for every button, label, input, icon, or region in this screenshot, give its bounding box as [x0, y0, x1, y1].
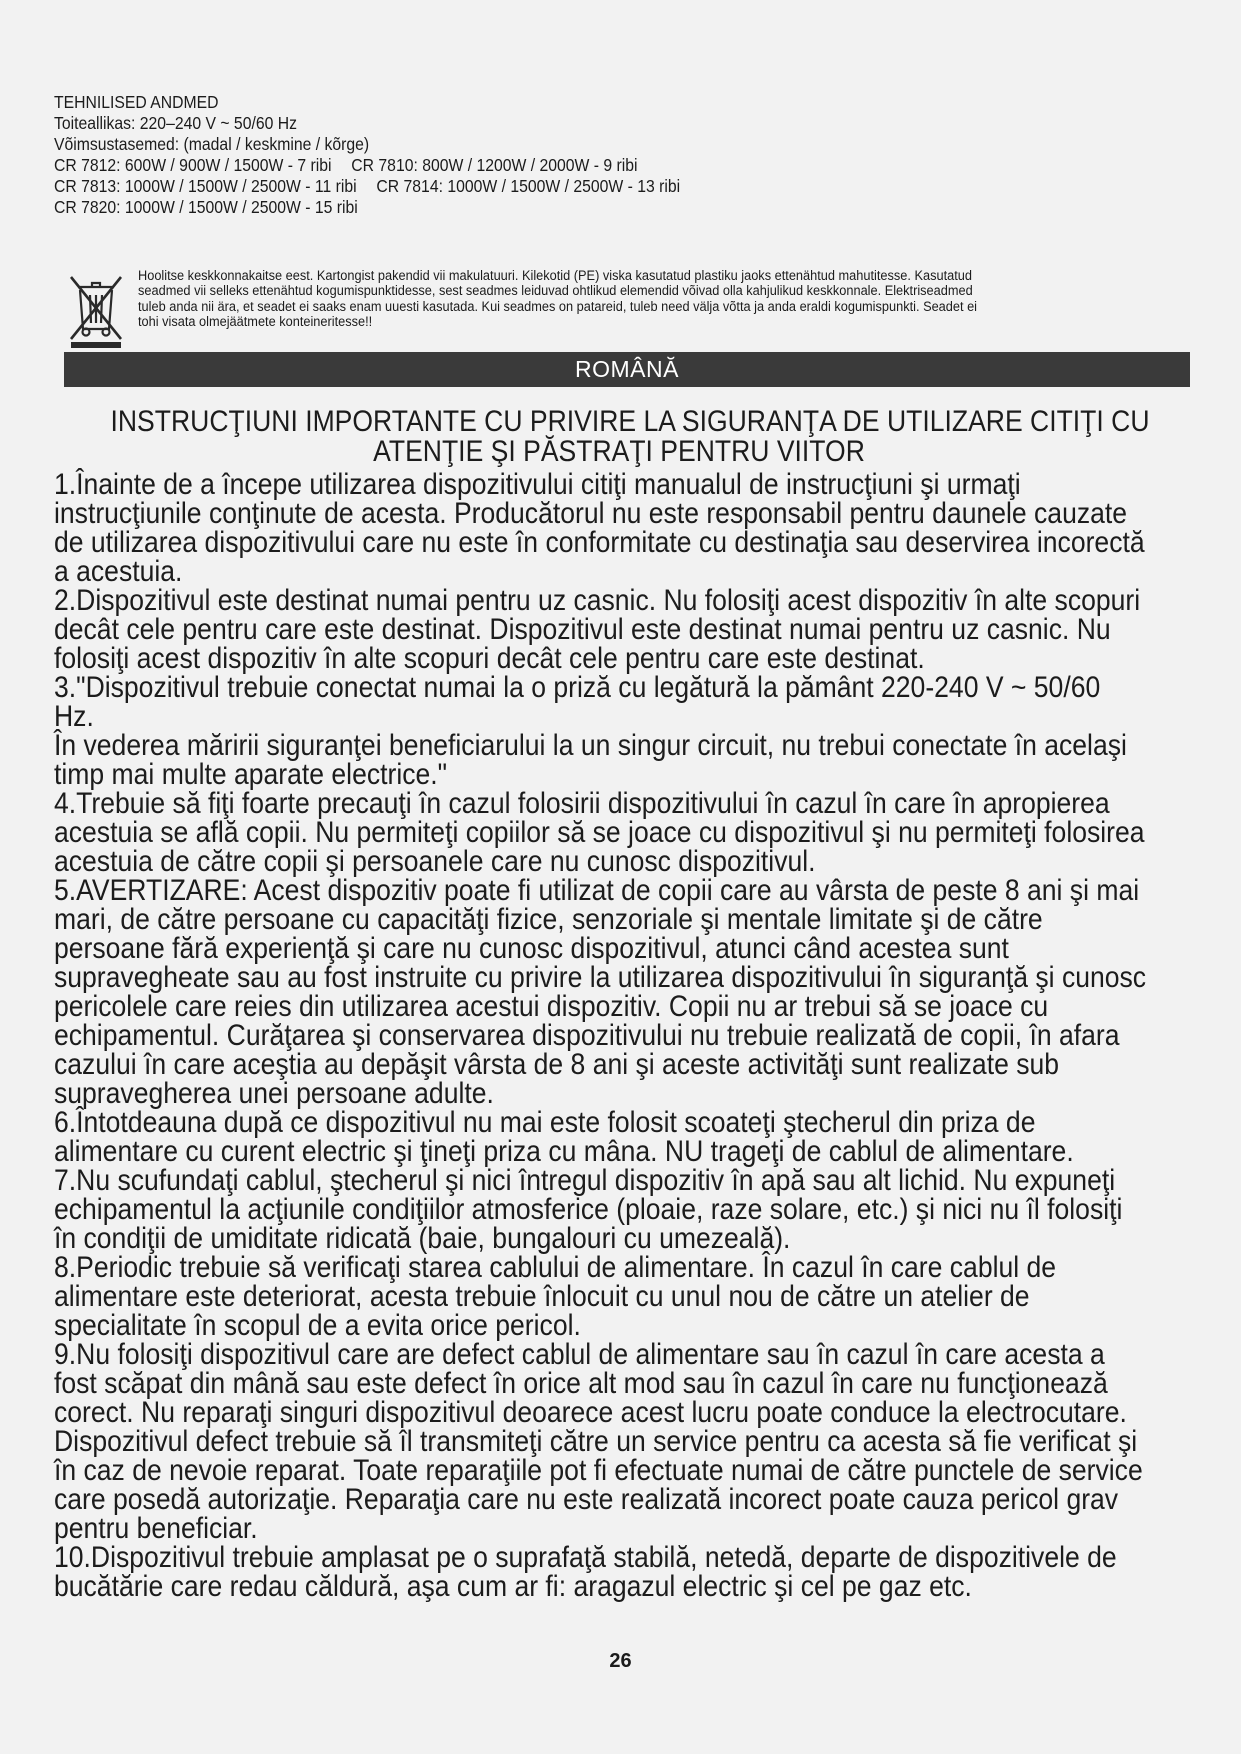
instruction-line: cazului în care aceştia au depăşit vârsta de 8 ani şi aceste activităţi sunt realizate sub — [54, 1048, 1060, 1081]
instruction-line: 8.Periodic trebuie să verificaţi starea cablului de alimentare. În cazul în care cablul de — [54, 1251, 1057, 1284]
instruction-line: care posedă autorizaţie. Reparaţia care nu este realizată incorect poate cauza pericol grav — [54, 1483, 1119, 1516]
instruction-line: 7.Nu scufundaţi cablul, ştecherul şi nici întregul dispozitiv în apă sau alt lichid. Nu expuneţi — [54, 1164, 1116, 1197]
recycling-line: tohi visata olmejäätmete konteineritesse!! — [138, 314, 373, 331]
instruction-line: 6.Întotdeauna după ce dispozitivul nu mai este folosit scoateţi ştecherul din priza de — [54, 1106, 1036, 1139]
instruction-line: 5.AVERTIZARE: Acest dispozitiv poate fi utilizat de copii care au vârsta de peste 8 ani şi mai — [54, 874, 1140, 907]
technical-specs — [54, 92, 1071, 218]
instruction-line: pentru beneficiar. — [54, 1512, 258, 1545]
language-section-header: ROMÂNĂ — [64, 352, 1190, 387]
instruction-line: 1.Înainte de a începe utilizarea dispozitivului citiţi manualul de instrucţiuni şi urmaţi — [54, 468, 1021, 501]
power-levels-line: Võimsustasemed: (madal / keskmine / kõrge) — [54, 134, 370, 154]
instruction-line: 3."Dispozitivul trebuie conectat numai la o priză cu legătură la pământ 220-240 V ~ 50/60 — [54, 671, 1101, 704]
instruction-line: alimentare cu curent electric şi ţineţi priza cu mâna. NU trageţi de cablul de alimentare. — [54, 1135, 1074, 1168]
crossed-out-wheelie-bin-icon — [68, 271, 126, 349]
page-number: 26 — [609, 1650, 632, 1672]
instruction-line: specialitate în scopul de a evita orice pericol. — [54, 1309, 581, 1342]
instruction-line: folosiţi acest dispozitiv în alte scopuri decât cele pentru care este destinat. — [54, 642, 925, 675]
instruction-line: echipamentul. Curăţarea şi conservarea dispozitivului nu trebuie realizată de copii, în afara — [54, 1019, 1120, 1052]
instruction-line: acestuia de către copii şi persoanele care nu cunosc dispozitivul. — [54, 845, 816, 878]
recycling-text — [138, 269, 1142, 331]
tech-specs-title: TEHNILISED ANDMED — [54, 92, 219, 112]
instruction-line: În vederea măririi siguranţei beneficiarului la un singur circuit, nu trebui conectate în acelaşi — [54, 729, 1127, 762]
instruction-line: decât cele pentru care este destinat. Dispozitivul este destinat numai pentru uz casnic. Nu — [54, 613, 1111, 646]
instruction-line: bucătărie care redau căldură, aşa cum ar fi: aragazul electric şi cel pe gaz etc. — [54, 1570, 972, 1603]
model-spec: CR 7814: 1000W / 1500W / 2500W - 13 ribi — [376, 176, 681, 196]
heading-line: ATENŢIE ŞI PĂSTRAŢI PENTRU VIITOR — [373, 435, 865, 468]
instruction-line: corect. Nu reparaţi singuri dispozitivul deoarece acest lucru poate conduce la electrocutare. — [54, 1396, 1127, 1429]
instruction-line: pericolele care reies din utilizarea acestui dispozitiv. Copii nu ar trebui să se joace cu — [54, 990, 1049, 1023]
instruction-line: în caz de nevoie reparat. Toate reparaţiile pot fi efectuate numai de către punctele de service — [54, 1454, 1143, 1487]
recycling-line: seadmed vii selleks ettenähtud kogumispunktidesse, sest seadmes leiduvad ohtlikud elemendid võivad olla kahjulikud keskkonnale. Elektriseadmed — [138, 283, 973, 300]
safety-instructions-list — [54, 470, 1197, 1601]
instruction-line: supravegherea unei persoane adulte. — [54, 1077, 494, 1110]
instruction-line: a acestuia. — [54, 555, 183, 588]
recycling-notice — [64, 269, 1190, 351]
model-row — [54, 176, 1071, 197]
instruction-line: 10.Dispozitivul trebuie amplasat pe o suprafaţă stabilă, netedă, departe de dispozitivele de — [54, 1541, 1117, 1574]
instruction-line: timp mai multe aparate electrice." — [54, 758, 448, 791]
instruction-line: 4.Trebuie să fiţi foarte precauţi în cazul folosirii dispozitivului în cazul în care în apropierea — [54, 787, 1110, 820]
instruction-line: în condiţii de umiditate ridicată (baie, bungalouri cu umezeală). — [54, 1222, 791, 1255]
instruction-line: 9.Nu folosiţi dispozitivul care are defect cablul de alimentare sau în cazul în care acesta a — [54, 1338, 1105, 1371]
instruction-line: Hz. — [54, 700, 94, 733]
instruction-line: instrucţiunile conţinute de acesta. Producătorul nu este responsabil pentru daunele cauzate — [54, 497, 1128, 530]
instruction-line: supravegheate sau au fost instruite cu privire la utilizarea dispozitivului în siguranţă şi cunosc — [54, 961, 1147, 994]
instruction-line: Dispozitivul defect trebuie să îl transmiteţi către un service pentru ca acesta să fie verificat şi — [54, 1425, 1138, 1458]
instruction-line: mari, de către persoane cu capacităţi fizice, senzoriale şi mentale limitate şi de către — [54, 903, 1043, 936]
model-spec: CR 7820: 1000W / 1500W / 2500W - 15 ribi — [54, 197, 358, 217]
model-row — [54, 155, 1071, 176]
recycling-line: Hoolitse keskkonnakaitse eest. Kartongist pakendid vii makulatuuri. Kilekotid (PE) viska kasutatud plastiku jaoks ettenähtud mahutitesse. Kasutatud — [138, 268, 972, 284]
instruction-line: acestuia se află copii. Nu permiteţi copiilor să se joace cu dispozitivul şi nu permiteţi folosirea — [54, 816, 1145, 849]
instruction-line: fost scăpat din mână sau este defect în orice alt mod sau în cazul în care nu funcţionează — [54, 1367, 1108, 1400]
recycling-line: tuleb anda nii ära, et seadet ei saaks enam uuesti kasutada. Kui seadmes on patareid, tuleb need välja võtta ja anda eraldi kogumispunkti. Seadet ei — [138, 298, 978, 315]
power-supply-line: Toiteallikas: 220–240 V ~ 50/60 Hz — [54, 113, 297, 133]
model-row — [54, 197, 1071, 218]
model-spec: CR 7812: 600W / 900W / 1500W - 7 ribi — [54, 155, 332, 175]
heading-line: INSTRUCŢIUNI IMPORTANTE CU PRIVIRE LA SIGURANŢA DE UTILIZARE CITIŢI CU — [110, 405, 1150, 438]
instruction-line: persoane fără experienţă şi care nu cunosc dispozitivul, atunci când acestea sunt — [54, 932, 1009, 965]
instruction-line: echipamentul la acţiunile condiţiilor atmosferice (ploaie, raze solare, etc.) şi nici nu îl folosiţi — [54, 1193, 1123, 1226]
instruction-line: 2.Dispozitivul este destinat numai pentru uz casnic. Nu folosiţi acest dispozitiv în alte scopuri — [54, 584, 1141, 617]
safety-instructions-heading — [54, 407, 1184, 467]
instruction-line: de utilizarea dispozitivului care nu este în conformitate cu destinaţia sau deservirea incorectă — [54, 526, 1145, 559]
instruction-line: alimentare este deteriorat, acesta trebuie înlocuit cu unul nou de către un atelier de — [54, 1280, 1030, 1313]
model-spec: CR 7810: 800W / 1200W / 2000W - 9 ribi — [351, 155, 638, 175]
model-spec: CR 7813: 1000W / 1500W / 2500W - 11 ribi — [54, 176, 357, 196]
